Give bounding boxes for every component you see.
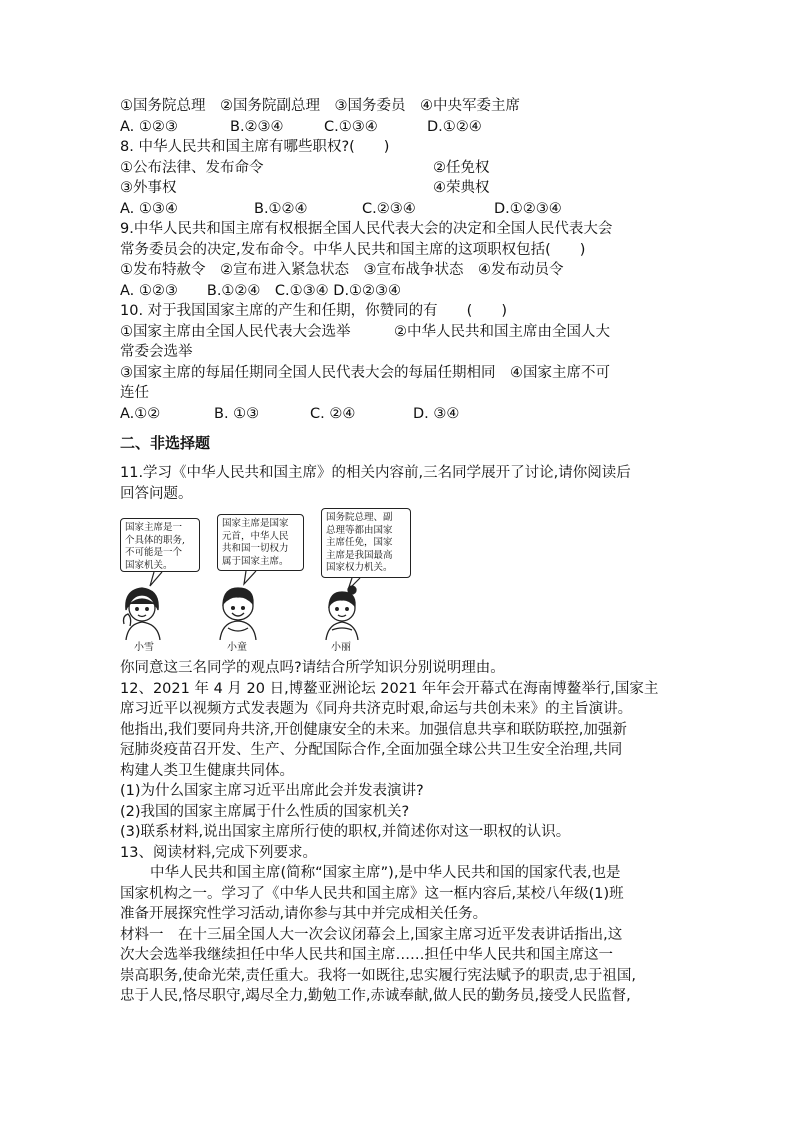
bubble-tail — [244, 571, 256, 584]
q8-statement-row-2 — [120, 178, 680, 199]
q12-sub-question-2: (2)我国的国家主席属于什么性质的国家机关? — [120, 803, 410, 820]
q8-statement-1: ①公布法律、发布命令 — [120, 159, 264, 176]
q12-sub-question-1: (1)为什么国家主席习近平出席此会并发表演讲? — [120, 783, 424, 799]
q7-options — [120, 117, 680, 138]
q10-option-d: D. ③④ — [413, 405, 460, 422]
q10-line-3: 常委会选举 — [120, 344, 193, 360]
q13-material-line-1: 材料一 在十三届全国人大一次会议闭幕会上,国家主席习近平发表讲话指出,这 — [120, 926, 623, 943]
q7-option-d: D.①②④ — [427, 118, 482, 135]
q10-line-2: ①国家主席由全国人民代表大会选举 ②中华人民共和国主席由全国人大 — [120, 323, 610, 340]
q7-statements: ①国务院总理 ②国务院副总理 ③国务委员 ④中央军委主席 — [120, 98, 520, 114]
bubble-line: 共和国一切权力 — [222, 543, 289, 554]
q10-stem: 10. 对于我国国家主席的产生和任期，你赞同的有 ( ) — [120, 303, 507, 319]
document-page — [120, 96, 680, 1007]
q10-option-a: A.①② — [120, 405, 161, 422]
q9-stem-line-1: 9.中华人民共和国主席有权根据全国人民代表大会的决定和全国人民代表大会 — [120, 221, 613, 237]
q13-paragraph-line-3: 准备开展探究性学习活动,请你参与其中并完成相关任务。 — [120, 906, 488, 922]
q10-option-c: C. ②④ — [310, 405, 356, 422]
bubble-line: 主席是我国最高 — [326, 549, 393, 561]
student-name-xiaoxue: 小雪 — [134, 642, 154, 653]
q11-comic — [120, 508, 680, 654]
q13-material-line-2: 次大会选举我继续担任中华人民共和国主席……担任中华人民共和国主席这一 — [120, 947, 613, 963]
student-name-xiaoli: 小丽 — [331, 642, 351, 653]
q9-stem-line-2: 常务委员会的决定,发布命令。中华人民共和国主席的这项职权包括( ) — [120, 241, 586, 258]
q13-material-line-3: 崇高职务,使命光荣,责任重大。我将一如既往,忠实履行宪法赋予的职责,忠于祖国, — [120, 967, 637, 984]
q8-option-d: D.①②③④ — [494, 200, 562, 217]
q7-option-b: B.②③④ — [230, 118, 284, 135]
bubble-line: 国家机关。 — [125, 559, 173, 571]
q8-option-c: C.②③④ — [362, 200, 416, 217]
q8-statement-3: ③外事权 — [120, 180, 177, 196]
q11-question: 你同意这三名同学的观点吗?请结合所学知识分别说明理由。 — [120, 660, 505, 676]
bubble-line: 国家权力机关。 — [326, 562, 393, 573]
q13-stem: 13、阅读材料,完成下列要求。 — [120, 844, 318, 861]
q10-line-4: ③国家主席的每届任期同全国人民代表大会的每届任期相同 ④国家主席不可 — [120, 364, 610, 381]
students-illustration — [120, 564, 420, 640]
section-title: 二、非选择题 — [120, 434, 211, 452]
q8-option-b: B.①②④ — [254, 200, 308, 217]
boy-figure-icon — [220, 588, 256, 640]
q12-line-4: 冠肺炎疫苗召开发、生产、分配国际合作,全面加强全球公共卫生安全治理,共同 — [120, 742, 623, 758]
q10-line-5: 连任 — [120, 385, 149, 401]
q8-stem: 8. 中华人民共和国主席有哪些职权?( ) — [120, 139, 390, 155]
q12-sub-question-3: (3)联系材料,说出国家主席所行使的职权,并简述你对这一职权的认识。 — [120, 824, 571, 840]
bubble-line: 国务院总理、副 — [326, 512, 393, 523]
q12-line-1: 12、2021 年 4 月 20 日,博鳌亚洲论坛 2021 年年会开幕式在海南博鳌举行,国家主 — [120, 680, 659, 697]
q12-line-2: 席习近平以视频方式发表题为《同舟共济克时艰,命运与共创未来》的主旨演讲。 — [120, 701, 633, 717]
q13-paragraph-line-1: 中华人民共和国主席(简称“国家主席”),是中华人民共和国的国家代表,也是 — [150, 865, 621, 881]
q10-option-b: B. ①③ — [214, 405, 260, 422]
speech-bubble-xiaotong — [217, 514, 304, 571]
student-name-xiaotong: 小童 — [227, 642, 247, 653]
girl-figure-icon — [124, 588, 161, 640]
q8-option-a: A. ①③④ — [120, 200, 178, 217]
bubble-line: 国家主席是国家 — [222, 518, 289, 529]
bubble-line: 个具体的职务, — [125, 534, 186, 546]
q13-paragraph-line-2: 国家机构之一。学习了《中华人民共和国主席》这一框内容后,某校八年级(1)班 — [120, 885, 624, 902]
bubble-line: 元首，中华人民 — [222, 530, 289, 542]
bubble-line: 国家主席是一 — [125, 522, 183, 533]
q7-option-c: C.①③④ — [324, 118, 378, 135]
q8-options — [120, 199, 680, 220]
bubble-line: 主席任免，国家 — [326, 537, 393, 548]
q8-statement-row-1 — [120, 158, 680, 179]
q7-option-a: A. ①②③ — [120, 118, 178, 135]
q11-line-2: 回答问题。 — [120, 485, 193, 502]
q8-statement-4: ④荣典权 — [433, 180, 490, 196]
q9-statements: ①发布特赦令 ②宣布进入紧急状态 ③宣布战争状态 ④发布动员令 — [120, 262, 564, 278]
girl-figure-icon — [326, 586, 358, 640]
q10-options — [120, 404, 680, 425]
bubble-line: 总理等都由国家 — [326, 524, 393, 536]
q12-line-3: 他指出,我们要同舟共济,开创健康安全的未来。加强信息共享和联防联控,加强新 — [120, 721, 627, 738]
bubble-line: 不可能是一个 — [125, 547, 183, 558]
bubble-tail — [150, 572, 162, 586]
q12-line-5: 构建人类卫生健康共同体。 — [120, 762, 294, 779]
bubble-line: 属于国家主席。 — [222, 555, 289, 567]
q13-material-line-4: 忠于人民,恪尽职守,竭尽全力,勤勉工作,赤诚奉献,做人民的勤务员,接受人民监督, — [120, 988, 631, 1004]
q11-line-1: 11.学习《中华人民共和国主席》的相关内容前,三名同学展开了讨论,请你阅读后 — [120, 465, 631, 481]
q9-options: A. ①②③ B.①②④ C.①③④ D.①②③④ — [120, 282, 402, 299]
q8-statement-2: ②任免权 — [433, 159, 490, 176]
